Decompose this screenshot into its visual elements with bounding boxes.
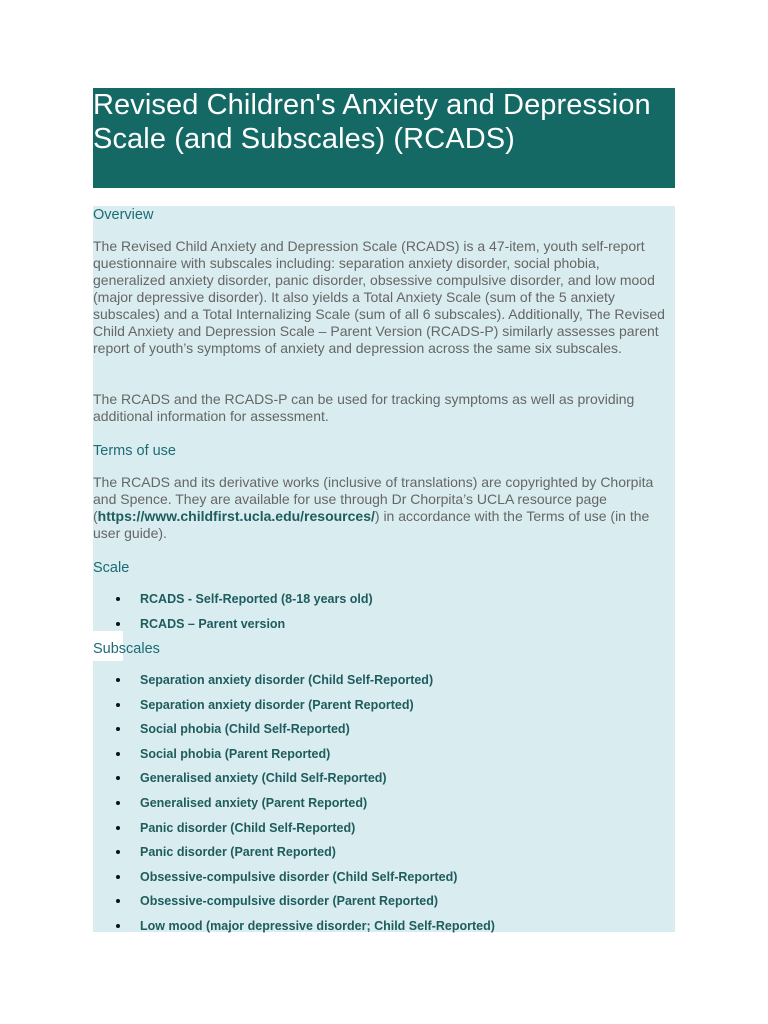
subscale-item-label: Generalised anxiety (Child Self-Reported) (140, 771, 387, 786)
subscale-item-label: Social phobia (Parent Reported) (140, 746, 331, 761)
terms-text-before: The RCADS and its derivative works (inclusive of translations) are copyrighted by Chorpita and Spence. They are available for use through Dr Chorpita’s UCLA resource page ( (93, 474, 654, 524)
subscale-item[interactable] (93, 673, 495, 698)
overview-paragraph-1: The Revised Child Anxiety and Depression Scale (RCADS) is a 47-item, youth self-report questionnaire with subscales including: separation anxiety disorder, social phobia, generalized anxiety disorder, panic disorder, obsessive compulsive disorder, and low mood (major depressive disorder). It also yields a Total Anxiety Scale (sum of the 5 anxiety subscales) and a Total Internalizing Scale (sum of all 6 subscales). Additionally, The Revised Child Anxiety and Depression Scale – Parent Version (RCADS-P) similarly assesses parent report of youth’s symptoms of anxiety and depression across the same six subscales. (93, 238, 665, 356)
bullet-icon (116, 875, 120, 879)
subscale-item[interactable] (93, 870, 495, 895)
title-block (93, 88, 675, 188)
bullet-icon (116, 850, 120, 854)
scale-item[interactable] (93, 592, 373, 617)
subscales-heading: Subscales (93, 641, 160, 657)
scale-item-label: RCADS – Parent version (140, 616, 286, 631)
scale-list (93, 592, 373, 641)
subscale-item[interactable] (93, 722, 495, 747)
bullet-icon (116, 678, 120, 682)
subscale-item-label: Social phobia (Child Self-Reported) (140, 722, 350, 737)
subscale-item-label: Generalised anxiety (Parent Reported) (140, 795, 368, 810)
subscale-item-label: Obsessive-compulsive disorder (Parent Reported) (140, 894, 439, 909)
scale-item-label: RCADS - Self-Reported (8-18 years old) (140, 592, 373, 606)
subscale-item-label: Panic disorder (Parent Reported) (140, 845, 336, 860)
terms-paragraph (93, 474, 675, 542)
subscale-item[interactable] (93, 747, 495, 772)
subscale-item-label: Separation anxiety disorder (Child Self-Reported) (140, 673, 434, 687)
resources-link[interactable]: https://www.childfirst.ucla.edu/resources/ (97, 508, 375, 524)
subscale-item[interactable] (93, 698, 495, 723)
subscale-item-label: Separation anxiety disorder (Parent Reported) (140, 697, 414, 712)
subscale-item[interactable] (93, 821, 495, 846)
subscales-list (93, 673, 495, 944)
bullet-icon (116, 727, 120, 731)
bullet-icon (116, 899, 120, 903)
scale-item[interactable] (93, 617, 373, 642)
overview-heading: Overview (93, 207, 154, 223)
terms-heading: Terms of use (93, 443, 176, 459)
subscale-item[interactable] (93, 919, 495, 944)
scale-heading: Scale (93, 560, 130, 576)
subscale-item[interactable] (93, 845, 495, 870)
bullet-icon (116, 622, 120, 626)
bullet-icon (116, 597, 120, 601)
bullet-icon (116, 801, 120, 805)
subscale-item[interactable] (93, 796, 495, 821)
subscale-item[interactable] (93, 894, 495, 919)
subscale-item-label: Low mood (major depressive disorder; Child Self-Reported) (140, 918, 495, 933)
bullet-icon (116, 752, 120, 756)
subscale-item-label: Panic disorder (Child Self-Reported) (140, 820, 356, 835)
bullet-icon (116, 826, 120, 830)
bullet-icon (116, 776, 120, 780)
subscale-item-label: Obsessive-compulsive disorder (Child Self-Reported) (140, 869, 458, 884)
terms-text-after: ) in accordance with the Terms of use (in the user guide). (93, 508, 650, 541)
page-title: Revised Children's Anxiety and Depression Scale (and Subscales) (RCADS) (93, 89, 651, 155)
bullet-icon (116, 924, 120, 928)
subscale-item[interactable] (93, 771, 495, 796)
bullet-icon (116, 703, 120, 707)
overview-paragraph-2: The RCADS and the RCADS-P can be used for tracking symptoms as well as providing additional information for assessment. (93, 391, 635, 424)
